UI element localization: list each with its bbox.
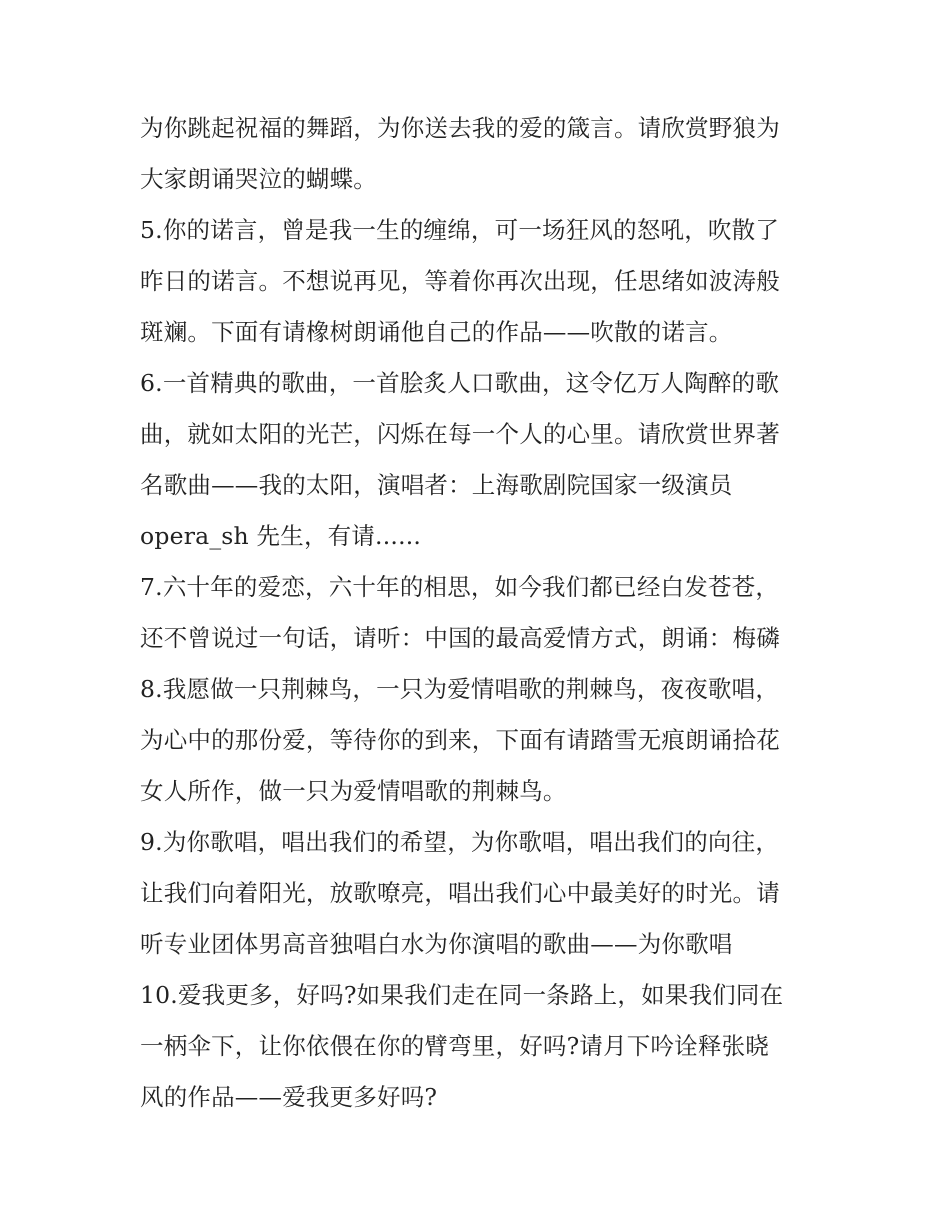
text-line: 斑斓。下面有请橡树朗诵他自己的作品——吹散的诺言。 [140, 318, 733, 346]
text-line: 8.我愿做一只荆棘鸟，一只为爱情唱歌的荆棘鸟，夜夜歌唱， [140, 675, 780, 703]
text-line: 5.你的诺言，曾是我一生的缠绵，可一场狂风的怒吼，吹散了 [140, 216, 780, 244]
text-line: 风的作品——爱我更多好吗? [140, 1083, 438, 1111]
text-line: 还不曾说过一句话，请听：中国的最高爱情方式，朗诵：梅磷 [140, 624, 780, 652]
text-line: 一柄伞下，让你依偎在你的臂弯里，好吗?请月下吟诠释张晓 [140, 1032, 769, 1060]
text-line: 女人所作，做一只为爱情唱歌的荆棘鸟。 [140, 777, 567, 805]
text-line: 9.为你歌唱，唱出我们的希望，为你歌唱，唱出我们的向往， [140, 828, 780, 856]
text-line: 昨日的诺言。不想说再见，等着你再次出现，任思绪如波涛般 [140, 267, 780, 295]
text-line: 10.爱我更多，好吗?如果我们走在同一条路上，如果我们同在 [140, 981, 784, 1009]
text-line: 听专业团体男高音独唱白水为你演唱的歌曲——为你歌唱 [140, 930, 733, 958]
text-line: opera_sh 先生，有请...... [140, 522, 422, 550]
text-line: 大家朗诵哭泣的蝴蝶。 [140, 165, 377, 193]
document-body [140, 103, 820, 1123]
text-line: 为心中的那份爱，等待你的到来，下面有请踏雪无痕朗诵拾花 [140, 726, 780, 754]
text-line: 曲，就如太阳的光芒，闪烁在每一个人的心里。请欣赏世界著 [140, 420, 780, 448]
text-line: 名歌曲——我的太阳，演唱者：上海歌剧院国家一级演员 [140, 471, 733, 499]
text-line: 让我们向着阳光，放歌嘹亮，唱出我们心中最美好的时光。请 [140, 879, 780, 907]
text-line: 7.六十年的爱恋，六十年的相思，如今我们都已经白发苍苍， [140, 573, 780, 601]
text-line: 6.一首精典的歌曲，一首脍炙人口歌曲，这令亿万人陶醉的歌 [140, 369, 780, 397]
text-line: 为你跳起祝福的舞蹈，为你送去我的爱的箴言。请欣赏野狼为 [140, 114, 780, 142]
